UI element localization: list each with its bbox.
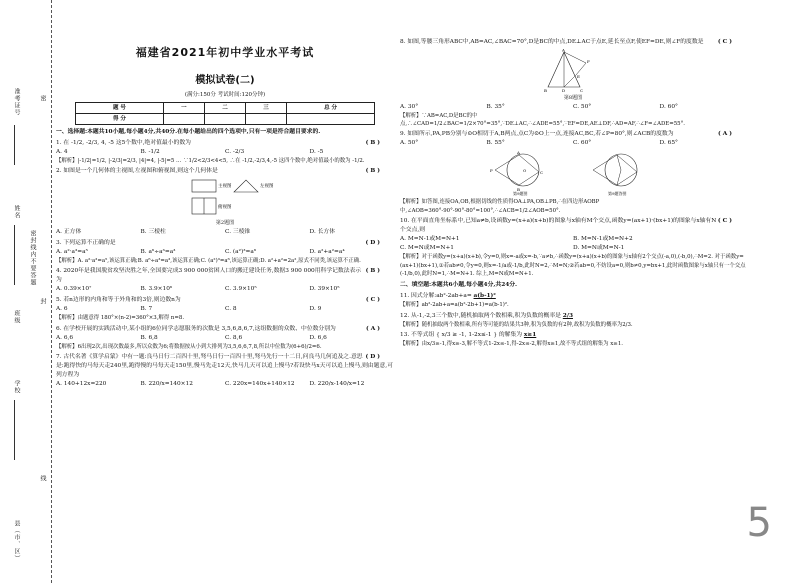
question-1 — [56, 139, 394, 165]
score-input-cell[interactable] — [163, 114, 204, 125]
question-11 — [400, 292, 746, 309]
question-stem: 13. 不等式组 { x/3 ≥ -1, 1-2x≤-1 } 的解集为 — [400, 331, 523, 338]
question-3 — [56, 239, 394, 265]
point-label: A — [562, 48, 565, 53]
point-label: A — [517, 150, 520, 156]
question-7 — [56, 353, 394, 389]
three-view-diagram — [170, 178, 280, 218]
score-input-cell[interactable] — [246, 114, 287, 125]
option: D. 65° — [659, 140, 678, 147]
option: A. M=N-1或M=N+1 — [400, 236, 460, 243]
explanation: 【解析】由x/3≥-1,得x≥-3,解不等式1-2x≤-1,得-2x≤-2,解得x≥1,故不等式组的解集为 x≥1. — [400, 340, 623, 347]
question-13 — [400, 331, 746, 348]
figure-caption: 第9题答图 — [608, 191, 627, 197]
fig-label: 左视图 — [260, 184, 274, 190]
section-heading: 一、选择题:本题共10小题,每小题4分,共40分.在每小题给出的四个选项中,只有一项是符合题目要求的. — [56, 129, 321, 136]
option: C. 60° — [573, 140, 592, 147]
question-stem: 6. 在学校开展的实践活动中,某小组的6位同学志愿服务的次数是 3,5,6,8,6,7,这组数据的众数、中位数分别为 — [56, 325, 336, 332]
question-12 — [400, 312, 746, 329]
option: C. (a²)³=a⁶ — [225, 249, 257, 256]
question-stem: 7. 古代名著《算学启蒙》中有一题:良马日行二百四十里,驽马日行一百四十里,驽马先行一十二日,问良马几何追及之.意思是:跑得快的马每天走240里,跑得慢的马每天走150里,慢马先走12天,快马几天可以追上慢马?若设快马x天可以追上慢马,则由题意,可列方程为 — [56, 354, 393, 379]
explanation: 【解析】对于函数y=(x+a)(x+b),令y=0,则x=-a或x=-b,∵a≠b,∴函数y=(x+a)(x+b)的图象与x轴有2个交点(-a,0),(-b,0),∴M=2. 对于函数y=(ax+1)(bx+1),①若ab≠0,令y=0,则x=-1/a或-1/b,此时N=2,∴M=N;②若ab=0,不妨设a=0,则b≠0,y=bx+1,此时函数图象与x轴只有一个交点(-1/b,0),此时N=1,∴M=N+1. 综上,M=N或M=N+1. — [400, 254, 746, 277]
chord-ac — [519, 155, 539, 172]
explanation: 【解析】由题意得 180°×(n-2)=360°×3,解得 n=8. — [56, 315, 185, 322]
point-label: O — [523, 168, 527, 174]
chord-ac — [617, 155, 637, 172]
fig-label: 主视图 — [218, 184, 232, 190]
table-cell: 题 号 — [76, 103, 164, 114]
question-4 — [56, 267, 394, 294]
question-5 — [56, 296, 394, 322]
triangle-diagram — [538, 49, 608, 93]
option: B. M=N-1或M=N+2 — [573, 236, 633, 243]
exam-info: (满分:150分 考试时间:120分钟) — [184, 91, 266, 98]
option: D. -5 — [309, 149, 324, 156]
answer-blank: x≥1 — [523, 331, 537, 338]
option: C. 220x=140x+140×12 — [225, 381, 295, 388]
exam-title: 福建省2021年初中学业水平考试 — [135, 46, 315, 59]
table-row — [76, 103, 375, 114]
question-stem: 10. 在平面直角坐标系中,已知a≠b,设函数y=(x+a)(x+b)的图象与x轴有M个交点,函数y=(ax+1)·(bx+1)的图象与x轴有N个交点,则 — [400, 218, 717, 234]
point-label: F — [587, 58, 590, 64]
option: B. 6,8 — [140, 334, 158, 341]
option: A. 30° — [400, 103, 419, 110]
explanation: 【解析】A. a²·a³=a⁵,该运算正确;B. a⁶÷a³=a³,该运算正确;C. (a²)³=a⁶,该运算正确;D. a²+a²=2a²,原式不同类,该运算不正确. — [56, 258, 361, 265]
question-stem: 4. 2020年是我国脱贫攻坚决胜之年,全国要完成3 900 000贫困人口的搬迁建设任务,数据3 900 000用科学记数法表示为 — [56, 268, 362, 284]
option: B. 220/x=140×12 — [140, 381, 193, 388]
question-stem: 11. 因式分解:ab²-2ab+a= — [400, 293, 472, 300]
figure-caption: 第2题图 — [215, 220, 235, 227]
margin-label-exam-id: 准考证号 — [13, 88, 20, 116]
side-view-shape — [234, 180, 258, 192]
circle-tangent-diagram — [473, 150, 673, 196]
option: C. -2/3 — [225, 149, 245, 156]
explanation: 【解析】6出现2次,出现次数最多,所以众数为6;将数据按从小到大排列为3,5,6,6,7,8,所以中位数为(6+6)/2=6. — [56, 343, 322, 350]
circle-figures — [400, 150, 746, 196]
question-10 — [400, 217, 746, 278]
score-input-cell[interactable] — [204, 114, 245, 125]
question-9 — [400, 130, 746, 215]
score-table — [75, 102, 375, 125]
segment-af — [564, 52, 586, 63]
options — [56, 380, 394, 389]
option: C. M=N或M=N+1 — [400, 245, 454, 252]
option: A. a²·a³=a⁵ — [56, 249, 88, 256]
option: D. M=N或M=N-1 — [573, 245, 625, 252]
options — [400, 139, 746, 148]
option: C. 50° — [573, 103, 592, 110]
table-cell: 总 分 — [287, 103, 375, 114]
answer-blank: 2/3 — [562, 312, 573, 319]
fig-label: 俯视图 — [218, 205, 232, 211]
option: A. 6,6 — [56, 334, 74, 341]
answer-key: ( B ) — [365, 140, 380, 147]
margin-line — [14, 225, 15, 285]
margin-line — [14, 125, 15, 165]
option: C. 三棱锥 — [225, 229, 251, 236]
margin-label-name: 姓名 — [13, 205, 20, 219]
answer-key: ( D ) — [365, 240, 380, 247]
option: A. 0.39×10⁷ — [56, 286, 92, 293]
option: D. 60° — [659, 103, 678, 110]
answer-key: ( C ) — [717, 39, 732, 45]
answer-key: ( C ) — [365, 297, 380, 304]
answer-blank: a(b-1)² — [473, 293, 496, 300]
answer-key: ( D ) — [365, 354, 380, 361]
answer-key: ( C ) — [717, 218, 732, 225]
answer-key: ( A ) — [717, 131, 732, 138]
option: C. 8,6 — [225, 334, 243, 341]
option: D. 9 — [309, 306, 322, 313]
question-6 — [56, 325, 394, 351]
option: A. 6 — [56, 306, 68, 313]
options — [56, 334, 394, 343]
option: B. 55° — [486, 140, 505, 147]
margin-label-class: 班级 — [13, 310, 20, 324]
chord-bc — [519, 172, 539, 185]
option: D. 39×10⁵ — [309, 286, 340, 293]
radius-oa — [617, 155, 621, 170]
option: D. 长方体 — [309, 229, 336, 236]
seal-mark: 密 — [39, 95, 46, 102]
point-label: D — [562, 87, 566, 93]
point-label: E — [577, 73, 580, 79]
answer-key: ( B ) — [365, 168, 380, 175]
options — [400, 244, 746, 253]
options — [400, 103, 746, 112]
seal-mark: 线 — [39, 475, 46, 482]
option: A. 4 — [56, 149, 68, 156]
option: B. 7 — [140, 306, 153, 313]
table-cell: 三 — [246, 103, 287, 114]
three-view-figure — [56, 178, 394, 218]
question-8 — [400, 38, 746, 128]
section-heading: 二、填空题:本题共6小题,每小题4分,共24分. — [400, 282, 518, 289]
option: B. 35° — [486, 103, 505, 110]
explanation: 【解析】ab²-2ab+a=a(b²-2b+1)=a(b-1)². — [400, 302, 509, 309]
front-view-shape — [192, 180, 216, 192]
table-cell: 一 — [163, 103, 204, 114]
margin-label-school: 学校 — [13, 380, 20, 394]
option: A. 正方体 — [56, 229, 82, 236]
option: B. 三棱柱 — [140, 229, 166, 236]
triangle-figure — [400, 49, 746, 93]
left-column — [56, 0, 394, 389]
question-stem: 9. 如图所示,PA,PB分别与⊙O相切于A,B两点,点C为⊙O上一点,连接AC,BC,若∠P=80°,则∠ACB的度数为 — [400, 131, 674, 138]
right-column — [400, 36, 746, 348]
figure-caption: 第9题图 — [513, 191, 528, 197]
margin-label-district: 县（市、区） — [13, 520, 20, 562]
question-stem: 12. 从-1,-2,3三个数中,随机抽取两个数相乘,积为负数的概率是 — [400, 312, 561, 319]
options — [56, 305, 394, 314]
option: D. 6,6 — [309, 334, 327, 341]
option: A. 50° — [400, 140, 419, 147]
answer-key: ( A ) — [365, 325, 380, 332]
options — [56, 285, 394, 294]
explanation: 【解析】如答图,连接OA,OB,根据切线的性质得OA⊥PA,OB⊥PB,∴在四边形AOBP中,∠AOB=360°-90°-90°-80°=100°,∴∠ACB=1/2∠AOB=50°. — [400, 199, 600, 214]
exam-subtitle: 模拟试卷(二) — [195, 75, 255, 87]
option: C. 3.9×10⁵ — [225, 286, 257, 293]
options — [400, 235, 746, 244]
question-stem: 2. 如图是一个几何体的主视图,左视图和俯视图,则这个几何体是 — [56, 168, 218, 175]
score-input-cell[interactable] — [287, 114, 375, 125]
options — [56, 248, 394, 257]
point-label: B — [517, 187, 520, 193]
option: D. a²+a²=a⁴ — [309, 249, 345, 256]
table-cell: 得 分 — [76, 114, 164, 125]
question-stem: 5. 若n边形的内角和等于外角和的3倍,则边数n为 — [56, 297, 181, 304]
option: A. 140+12x=220 — [56, 381, 107, 388]
explanation: 【解析】|-1/2|=1/2, |-2/3|=2/3, |4|=4, |-5|=5 … ∵1/2<2/3<4<5, ∴在 -1/2,-2/3,4,-5 这四个数中,绝对值最小的数为 -1/2. — [56, 158, 365, 165]
point-label: B — [544, 87, 547, 93]
question-stem: 3. 下列运算不正确的是 — [56, 240, 116, 247]
seal-mark: 封 — [39, 298, 46, 305]
option: B. -1/2 — [140, 149, 160, 156]
figure-caption: 第8题图 — [563, 94, 583, 101]
seal-text: 密封线内不要答题 — [29, 230, 36, 286]
table-cell: 二 — [204, 103, 245, 114]
point-label: P — [490, 168, 493, 174]
point-label: C — [580, 87, 584, 93]
page-number: 5 — [746, 500, 772, 546]
options — [56, 148, 394, 157]
option: D. 220/x-140/x=12 — [309, 381, 365, 388]
table-row — [76, 114, 375, 125]
question-stem: 1. 在 -1/2, -2/3, 4, -5 这5个数中,绝对值最小的数为 — [56, 140, 191, 147]
segment-de — [564, 75, 576, 87]
option: B. 3.9×10⁶ — [140, 286, 173, 293]
question-stem: 8. 如图,等腰三角形ABC中,AB=AC,∠BAC=70°,D是BC的中点,DE⊥AC于点E,延长至点F,使EF=DE,则∠F的度数是 — [400, 39, 704, 45]
options — [56, 228, 394, 237]
answer-key: ( B ) — [365, 268, 380, 275]
question-2 — [56, 167, 394, 237]
margin-line — [14, 400, 15, 460]
explanation: 【解析】∵AB=AC,D是BC的中点,∴∠CAD=1/2∠BAC=1/2×70°=35°,∵DE⊥AC,∴∠ADE=55°,∵EF=DE,AE⊥DF,∴AD=AF,∴∠F=∠ADE=55°. — [400, 112, 686, 128]
binding-margin — [0, 0, 52, 583]
point-label: C — [540, 170, 544, 176]
option: C. 8 — [225, 306, 237, 313]
option: B. a⁶÷a³=a³ — [140, 249, 176, 256]
explanation: 【解析】随机抽取两个数相乘,所有等可能的结果共3种,积为负数的有2种,故积为负数的概率为2/3. — [400, 321, 633, 328]
